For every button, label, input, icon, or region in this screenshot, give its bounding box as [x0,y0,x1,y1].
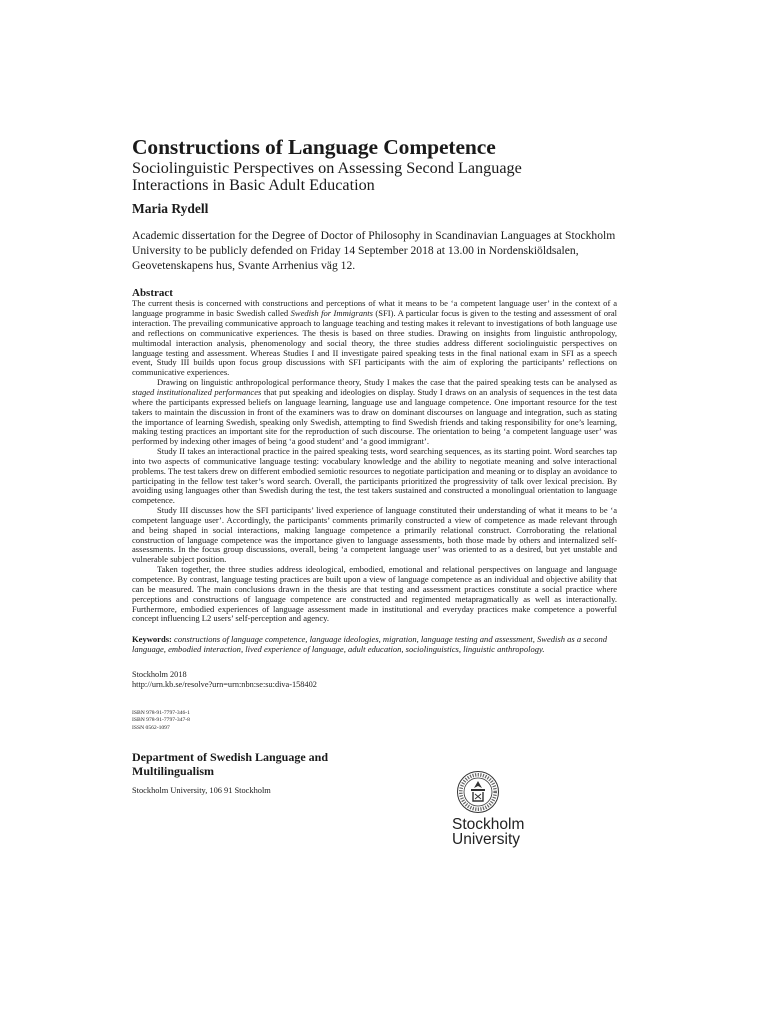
abstract-paragraph-2: Drawing on linguistic anthropological performance theory, Study I makes the case that the paired speaking tests can be analysed as staged institutionalized performances that put speaking and ideologies on display. Study I draws on an analysis of sequences in the test data where the participants expressed beliefs on language learning, language use and language competence. One important resource for the test takers to maintain the discussion in front of the examiners was to draw on dominant discourses on language and integration, such as stating the importance of learning Swedish, speaking only Swedish, attempting to find Swedish friends and taking responsibility for one’s learning, making testing practices an important site for the reproduction of such discourse. The orientation to being ‘a competent language user’ was performed by indexing other images of being ‘a good student’ and ‘a good immigrant’. [132,377,617,447]
abstract-body [132,299,617,624]
department-block [132,750,617,795]
keywords [132,634,617,654]
abstract-paragraph-3: Study II takes an interactional practice in the paired speaking tests, word searching sequences, as its starting point. Word searches tap into two aspects of communicative language testing: vocabulary knowledge and the ability to negotiate meaning and solve interactional problems. The test takers drew on different embodied semiotic resources to negotiate participation and meaning or to display an avoidance to participating in the fellow test taker’s word search. Overall, the participants prioritized the progressivity of talk over lexical precision. By avoiding using languages other than Swedish during the test, the test takers sustained and constructed a monolingual orientation to language competence. [132,446,617,506]
isbn-2: ISBN 978-91-7797-347-8 [132,717,190,724]
isbn-1: ISBN 978-91-7797-346-1 [132,710,190,717]
abstract-paragraph-4: Study III discusses how the SFI participants’ lived experience of language constituted their understanding of what it means to be ‘a competent language user’. Accordingly, the participants’ comments primarily constructed a view of competence as made relevant through and being shaped in social interactions, making language competence a primarily relational construct. Corroborating the relational construction of language competence was the importance given to language assessments, both those made by others and internalized self-assessments. In the focus group discussions, overall, being ‘a competent language user’ was oriented to as a desired, but yet unstable and vulnerable subject position. [132,505,617,565]
department-name-line-2: Multilingualism [132,763,215,778]
abstract-paragraph-5: Taken together, the three studies address ideological, embodied, emotional and relational perspectives on language and language competence. By contrast, language testing practices are built upon a view of language competence as an individual and objective ability that can be measured. The main conclusions drawn in the thesis are that testing and assessment practices constitute a social practice where perceptions and constructions of language competence are constructed and regimented metapragmatically as well as interactionally. Furthermore, embodied experiences of language assessment made in institutional and everyday practices make competence a powerful concept influencing L2 users’ self-perception and agency. [132,564,617,624]
author-name: Maria Rydell [132,201,209,216]
document-page [132,134,617,795]
defense-announcement: Academic dissertation for the Degree of Doctor of Philosophy in Scandinavian Languages at Stockholm University to be publicly defended on Friday 14 September 2018 at 13.00 in Nordenskiöldsalen, Geovetenskapens hus, Svante Arrhenius väg 12. [132,229,616,272]
urn-link[interactable]: http://urn.kb.se/resolve?urn=urn:nbn:se:su:diva-158402 [132,680,317,690]
subtitle-line-1: Sociolinguistic Perspectives on Assessing Second Language [132,159,522,177]
department-name-line-1: Department of Swedish Language and [132,749,329,764]
stockholm-university-logo [452,770,542,847]
dissertation-title: Constructions of Language Competence [132,135,496,159]
place-year: Stockholm 2018 [132,670,187,680]
abstract-heading: Abstract [132,287,173,300]
abstract-paragraph-1: The current thesis is concerned with constructions and perceptions of what it means to be ‘a competent language user’ in the context of a language programme in basic Swedish called Swedish for Immigrants (SFI). A particular focus is given to the testing and assessment of oral interaction. The prevailing communicative approach to language teaching and testing makes it relevant to investigations of both language use and reflections on communicative experiences. The thesis is based on three studies. Drawing on insights from linguistic anthropology, multimodal interaction analysis, phenomenology and social theory, the three studies address different sociolinguistic perspectives on language testing and assessment. Whereas Studies I and II investigate paired speaking tests in the final national exam in SFI as a speech event, Study III builds upon focus group discussions with SFI participants with the aim of exploring the participants’ reflections on communicative experiences. [132,298,617,378]
publication-info [132,670,617,690]
logo-line-1: Stockholm [452,816,525,833]
department-address: Stockholm University, 106 91 Stockholm [132,785,271,795]
keywords-list: constructions of language competence, language ideologies, migration, language testing and assessment, Swedish as a second language, embodied interaction, lived experience of language, adult education, sociolinguistics, linguistic anthropology. [132,634,608,655]
issn: ISSN 0562-1097 [132,724,170,731]
logo-wordmark [452,817,542,847]
identifiers [132,710,617,732]
logo-line-2: University [452,831,521,848]
keywords-label: Keywords: [132,634,172,645]
dissertation-subtitle [132,160,617,194]
stockholm-university-seal-icon [456,770,500,814]
subtitle-line-2: Interactions in Basic Adult Education [132,176,375,194]
